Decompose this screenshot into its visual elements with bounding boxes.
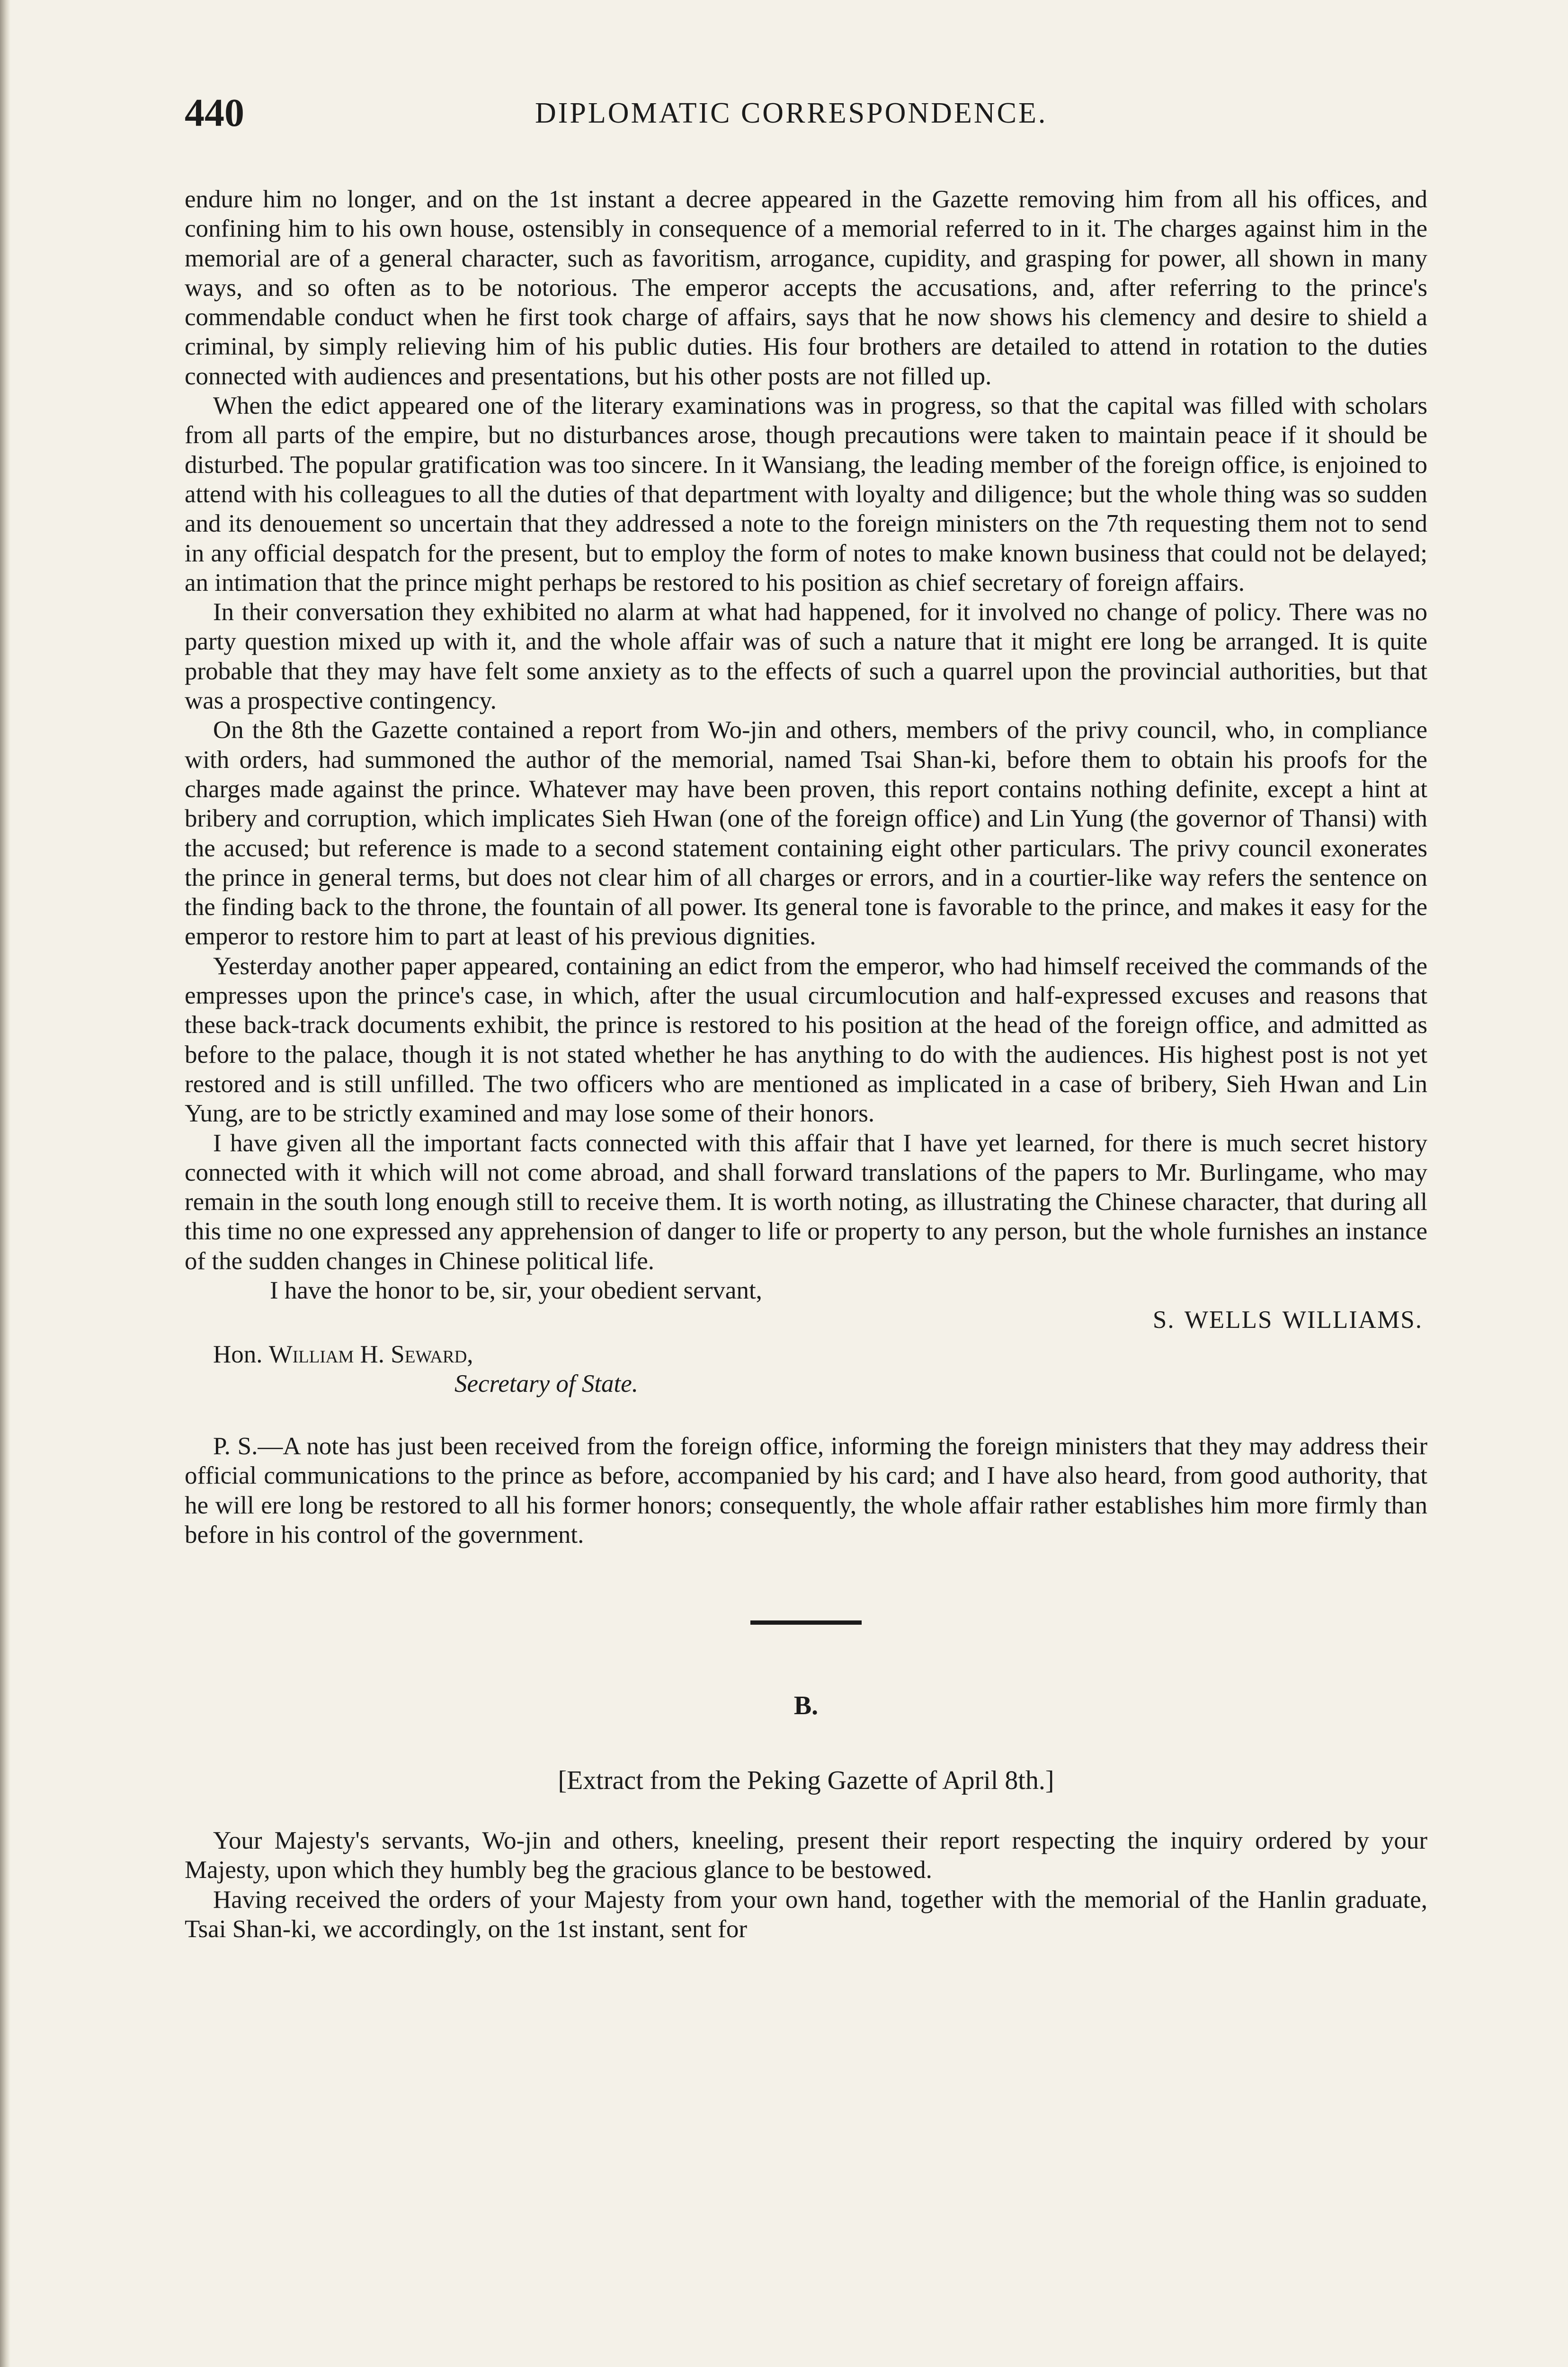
paragraph-privy-council: On the 8th the Gazette contained a report from Wo-jin and others, members of the privy council, who, in compliance with orders, had summoned the author of the memorial, named Tsai Shan-ki, before them to obtain his proofs for the charges made against the prince. Whatever may have been proven, this report contains nothing definite, except a hint at bribery and corruption, which implicates Sieh Hwan (one of the foreign office) and Lin Yung (the governor of Thansi) with the accused; but reference is made to a second statement containing eight other particulars. The privy council exonerates the prince in general terms, but does not clear him of all charges or errors, and in a courtier-like way refers the sentence on the finding back to the throne, the fountain of all power. Its general tone is favorable to the prince, and makes it easy for the emperor to restore him to part at least of his previous dignities. [185,716,1427,951]
paragraph-conversation: In their conversation they exhibited no alarm at what had happened, for it involved no change of policy. There was no party question mixed up with it, and the whole affair was of such a nature that it might ere long be arranged. It is quite probable that they may have felt some anxiety as to the effects of such a quarrel upon the provincial authorities, but that was a prospective contingency. [185,598,1427,715]
paragraph-continuation: endure him no longer, and on the 1st instant a decree appeared in the Gazette removing him from all his offices, and confining him to his own house, ostensibly in consequence of a memorial referred to in it. The charges against him in the memorial are of a general character, such as favoritism, arrogance, cupidity, and grasping for power, all shown in many ways, and so often as to be notorious. The emperor accepts the accusations, and, after referring to the prince's commendable conduct when he first took charge of affairs, says that he now shows his clemency and desire to shield a criminal, by simply relieving him of his public duties. His four brothers are detailed to attend in rotation to the duties connected with audiences and presentations, but his other posts are not filled up. [185,186,1427,390]
addressee-name: William H. Seward, [268,1340,473,1368]
addressee-prefix: Hon. [213,1340,269,1368]
paragraph-report-intro: Your Majesty's servants, Wo-jin and others, kneeling, present their report respecting the inquiry ordered by your Majesty, upon which they humbly beg the gracious glance to be bestowed. [185,1826,1427,1884]
page-body [185,185,1427,1944]
page-edge-shadow [0,0,10,2367]
page-header [185,90,1416,147]
addressee [185,1340,1427,1369]
section-divider [750,1620,862,1625]
paragraph-edict: When the edict appeared one of the literary examinations was in progress, so that the capital was filled with scholars from all parts of the empire, but no disturbances arose, though precautions were taken to maintain peace if it should be disturbed. The popular gratification was too sincere. In it Wansiang, the leading member of the foreign office, is enjoined to attend with his colleagues to all the duties of that department with loyalty and diligence; but the whole thing was so sudden and its denouement so uncertain that they addressed a note to the foreign ministers on the 7th requesting them not to send in any official despatch for the present, but to employ the form of notes to make known business that could not be delayed; an intimation that the prince might perhaps be restored to his position as chief secretary of foreign affairs. [185,392,1427,596]
paragraph-summary: I have given all the important facts connected with this affair that I have yet learned, for there is much secret history connected with it which will not come abroad, and shall forward translations of the papers to Mr. Burlingame, who may remain in the south long enough still to receive them. It is worth noting, as illustrating the Chinese character, that during all this time no one expressed any apprehension of danger to life or property to any person, but the whole furnishes an instance of the sudden changes in Chinese political life. [185,1129,1427,1275]
page-number: 440 [185,91,244,135]
letter-closing: I have the honor to be, sir, your obedient servant, [270,1276,762,1304]
section-letter: B. [793,1691,819,1721]
postscript: P. S.—A note has just been received from the foreign office, informing the foreign ministers that they may address their official communications to the prince as before, accompanied by his card; and I have also heard, from good authority, that he will ere long be restored to all his former honors; consequently, the whole affair rather establishes him more firmly than before in his control of the government. [185,1433,1427,1549]
addressee-title: Secretary of State. [454,1370,639,1397]
running-title: DIPLOMATIC CORRESPONDENCE. [535,97,1048,129]
extract-heading: [Extract from the Peking Gazette of April 8th.] [558,1765,1054,1795]
paragraph-restoration: Yesterday another paper appeared, containing an edict from the emperor, who had himself received the commands of the empresses upon the prince's case, in which, after the usual circumlocution and half-expressed excuses and reasons that these back-track documents exhibit, the prince is restored to his position at the head of the foreign office, and admitted as before to the palace, though it is not stated whether he has anything to do with the audiences. His highest post is not yet restored and is still unfilled. The two officers who are mentioned as implicated in a case of bribery, Sieh Hwan and Lin Yung, are to be strictly examined and may lose some of their honors. [185,952,1427,1128]
signature: S. WELLS WILLIAMS. [1152,1306,1423,1334]
paragraph-report-body: Having received the orders of your Majesty from your own hand, together with the memorial of the Hanlin graduate, Tsai Shan-ki, we accordingly, on the 1st instant, sent for [185,1886,1427,1943]
